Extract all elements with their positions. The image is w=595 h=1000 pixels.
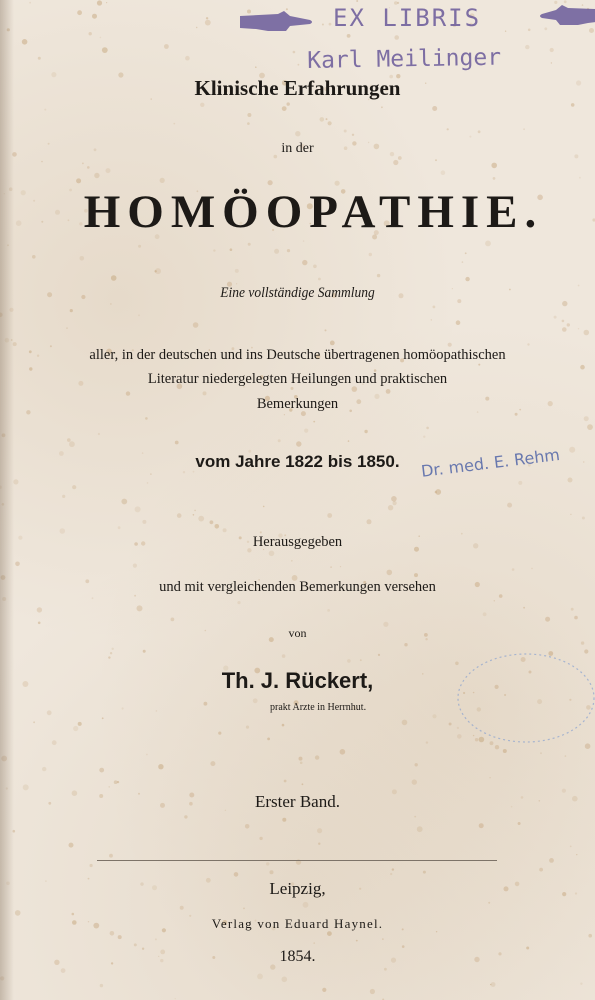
foxing-spot: [282, 818, 286, 822]
foxing-spot: [72, 913, 75, 916]
foxing-spot: [302, 783, 304, 785]
foxing-spot: [210, 520, 214, 524]
foxing-spot: [587, 424, 593, 430]
foxing-spot: [322, 24, 324, 26]
foxing-spot: [184, 815, 187, 818]
foxing-spot: [478, 130, 481, 133]
foxing-spot: [90, 864, 93, 867]
foxing-spot: [465, 277, 469, 281]
foxing-spot: [32, 255, 36, 259]
foxing-spot: [52, 740, 57, 745]
foxing-spot: [493, 177, 496, 180]
foxing-spot: [562, 327, 567, 332]
foxing-spot: [382, 938, 384, 940]
foxing-spot: [313, 942, 315, 944]
foxing-spot: [447, 128, 449, 130]
year-range: vom Jahre 1822 bis 1850.: [195, 452, 400, 471]
oval-stamp-impression: [446, 650, 595, 746]
foxing-spot: [291, 560, 293, 562]
foxing-spot: [155, 268, 161, 274]
foxing-spot: [215, 524, 220, 529]
foxing-spot: [562, 320, 565, 323]
foxing-spot: [284, 414, 285, 415]
foxing-spot: [73, 726, 78, 731]
description-line-3: Bemerkungen: [256, 396, 339, 412]
foxing-spot: [109, 854, 113, 858]
foxing-spot: [571, 103, 575, 107]
foxing-spot: [80, 256, 85, 261]
foxing-spot: [160, 178, 165, 183]
foxing-spot: [62, 495, 65, 498]
foxing-spot: [582, 517, 585, 520]
author-affiliation: prakt Arzte in Herrnhut.: [270, 702, 367, 713]
foxing-spot: [106, 2, 107, 3]
foxing-spot: [193, 322, 199, 328]
foxing-spot: [205, 20, 211, 26]
foxing-spot: [42, 767, 46, 771]
foxing-spot: [340, 566, 341, 567]
foxing-spot: [146, 754, 148, 756]
foxing-spot: [356, 0, 358, 2]
foxing-spot: [491, 163, 497, 169]
foxing-spot: [114, 780, 118, 784]
foxing-spot: [570, 846, 572, 848]
foxing-spot: [110, 652, 112, 654]
foxing-spot: [485, 241, 491, 247]
foxing-spot: [417, 826, 423, 832]
foxing-spot: [565, 755, 567, 757]
foxing-spot: [441, 170, 446, 175]
foxing-spot: [282, 977, 288, 983]
foxing-spot: [15, 562, 20, 567]
foxing-spot: [303, 902, 309, 908]
foxing-spot: [528, 29, 531, 32]
foxing-spot: [392, 868, 394, 870]
foxing-spot: [133, 564, 137, 568]
foxing-spot: [313, 421, 315, 423]
foxing-spot: [512, 568, 515, 571]
foxing-spot: [580, 983, 582, 985]
foxing-spot: [22, 39, 28, 45]
foxing-spot: [329, 23, 332, 26]
foxing-spot: [98, 433, 100, 435]
foxing-spot: [303, 240, 304, 241]
foxing-spot: [138, 245, 141, 248]
foxing-spot: [287, 249, 290, 252]
foxing-spot: [72, 485, 76, 489]
foxing-spot: [433, 306, 436, 309]
foxing-spot: [551, 62, 552, 63]
foxing-spot: [340, 749, 346, 755]
foxing-spot: [315, 755, 319, 759]
foxing-spot: [147, 482, 149, 484]
foxing-spot: [247, 113, 251, 117]
foxing-spot: [102, 47, 108, 53]
foxing-spot: [150, 473, 152, 475]
foxing-spot: [412, 779, 417, 784]
foxing-spot: [584, 330, 590, 336]
foxing-spot: [180, 906, 184, 910]
foxing-spot: [431, 319, 432, 320]
foxing-spot: [185, 56, 190, 61]
foxing-spot: [295, 131, 300, 136]
imprint-divider: [97, 860, 497, 861]
foxing-spot: [158, 764, 163, 769]
foxing-spot: [13, 479, 18, 484]
foxing-spot: [100, 984, 103, 987]
imprint-place: Leipzig,: [269, 879, 326, 898]
foxing-spot: [218, 732, 221, 735]
foxing-spot: [67, 438, 71, 442]
foxing-spot: [515, 413, 518, 416]
foxing-spot: [164, 44, 169, 49]
foxing-spot: [138, 314, 140, 316]
foxing-spot: [109, 786, 110, 787]
foxing-spot: [327, 513, 332, 518]
foxing-spot: [525, 45, 529, 49]
foxing-spot: [282, 106, 287, 111]
foxing-spot: [531, 568, 533, 570]
foxing-spot: [488, 902, 490, 904]
foxing-spot: [69, 441, 75, 447]
foxing-spot: [327, 609, 330, 612]
foxing-spot: [348, 440, 350, 442]
foxing-spot: [245, 824, 250, 829]
pointing-hand-left-icon: [538, 3, 595, 31]
foxing-spot: [282, 654, 286, 658]
foxing-spot: [523, 128, 525, 130]
title-line-1: Klinische Erfahrungen: [194, 76, 401, 100]
foxing-spot: [377, 274, 380, 277]
foxing-spot: [462, 261, 464, 263]
foxing-spot: [204, 702, 208, 706]
foxing-spot: [193, 514, 195, 516]
foxing-spot: [234, 872, 239, 877]
foxing-spot: [206, 17, 208, 19]
foxing-spot: [369, 253, 372, 256]
foxing-spot: [287, 102, 290, 105]
foxing-spot: [465, 252, 467, 254]
foxing-spot: [580, 365, 585, 370]
title-line-2: in der: [281, 141, 314, 156]
foxing-spot: [38, 622, 41, 625]
foxing-spot: [247, 122, 250, 125]
foxing-spot: [230, 248, 233, 251]
description-line-2: Literatur niedergelegten Heilungen und praktischen: [147, 371, 448, 387]
foxing-spot: [70, 309, 73, 312]
foxing-spot: [435, 159, 437, 161]
foxing-spot: [415, 763, 418, 766]
by-label: von: [288, 626, 307, 640]
foxing-spot: [426, 427, 429, 430]
foxing-spot: [69, 843, 74, 848]
foxing-spot: [423, 436, 425, 438]
foxing-spot: [364, 430, 367, 433]
foxing-spot: [23, 784, 29, 790]
subtitle: Eine vollständige Sammlung: [220, 285, 375, 301]
foxing-spot: [269, 551, 275, 557]
foxing-spot: [282, 724, 285, 727]
foxing-spot: [549, 858, 554, 863]
foxing-spot: [352, 134, 354, 136]
foxing-spot: [112, 648, 114, 650]
foxing-spot: [567, 323, 570, 326]
foxing-spot: [29, 2, 31, 4]
foxing-spot: [118, 526, 121, 529]
foxing-spot: [196, 27, 197, 28]
foxing-spot: [296, 441, 301, 446]
foxing-spot: [110, 303, 111, 304]
foxing-spot: [432, 714, 436, 718]
foxing-spot: [37, 607, 42, 612]
foxing-spot: [194, 510, 196, 512]
foxing-spot: [266, 862, 269, 865]
foxing-spot: [246, 726, 249, 729]
foxing-spot: [360, 659, 362, 661]
foxing-spot: [381, 106, 383, 108]
main-title: HOMÖOPATHIE.: [83, 186, 544, 238]
foxing-spot: [325, 329, 327, 331]
foxing-spot: [15, 910, 21, 916]
foxing-spot: [118, 935, 122, 939]
foxing-spot: [523, 607, 525, 609]
editor-line-1: Herausgegeben: [252, 534, 343, 550]
foxing-spot: [298, 64, 300, 66]
foxing-spot: [518, 822, 521, 825]
ex-libris-stamp: EX LIBRIS: [333, 4, 482, 32]
foxing-spot: [33, 721, 35, 723]
foxing-spot: [571, 608, 574, 611]
foxing-spot: [237, 601, 240, 604]
foxing-spot: [432, 106, 437, 111]
foxing-spot: [302, 260, 307, 265]
foxing-spot: [576, 854, 577, 855]
foxing-spot: [274, 249, 279, 254]
foxing-spot: [255, 66, 257, 68]
foxing-spot: [293, 51, 296, 54]
foxing-spot: [267, 738, 270, 741]
foxing-spot: [248, 243, 251, 246]
foxing-spot: [489, 777, 490, 778]
foxing-spot: [574, 616, 578, 620]
foxing-spot: [175, 998, 176, 999]
foxing-spot: [578, 328, 579, 329]
foxing-spot: [106, 168, 111, 173]
foxing-spot: [259, 837, 262, 840]
foxing-spot: [328, 121, 332, 125]
foxing-spot: [243, 908, 245, 910]
foxing-spot: [518, 481, 522, 485]
foxing-spot: [479, 823, 484, 828]
foxing-spot: [347, 34, 351, 38]
foxing-spot: [82, 163, 84, 165]
foxing-spot: [134, 943, 137, 946]
foxing-spot: [384, 968, 387, 971]
foxing-spot: [203, 391, 207, 395]
foxing-spot: [326, 118, 328, 120]
foxing-spot: [76, 178, 81, 183]
foxing-spot: [588, 934, 592, 938]
foxing-spot: [505, 31, 506, 32]
imprint-year: 1854.: [279, 948, 316, 965]
foxing-spot: [177, 513, 182, 518]
foxing-spot: [483, 612, 487, 616]
foxing-spot: [527, 343, 529, 345]
foxing-spot: [278, 439, 281, 442]
foxing-spot: [270, 870, 274, 874]
foxing-spot: [142, 520, 146, 524]
foxing-spot: [317, 828, 322, 833]
foxing-spot: [66, 327, 68, 329]
foxing-spot: [344, 130, 347, 133]
pointing-hand-right-icon: [238, 9, 314, 35]
editor-line-2: und mit vergleichenden Bemerkungen versehen: [159, 579, 436, 595]
foxing-spot: [210, 761, 215, 766]
foxing-spot: [284, 780, 287, 783]
foxing-spot: [89, 32, 92, 35]
foxing-spot: [111, 275, 117, 281]
foxing-spot: [426, 741, 428, 743]
foxing-spot: [490, 984, 491, 985]
foxing-spot: [568, 478, 573, 483]
foxing-spot: [386, 389, 391, 394]
foxing-spot: [61, 968, 66, 973]
description-line-1: aller, in der deutschen und ins Deutsche übertragenen homöopathischen: [89, 347, 506, 363]
foxing-spot: [94, 173, 99, 178]
foxing-spot: [304, 429, 308, 433]
foxing-spot: [404, 643, 407, 646]
foxing-spot: [122, 707, 124, 709]
foxing-spot: [145, 417, 148, 420]
foxing-spot: [313, 265, 317, 269]
foxing-spot: [414, 573, 418, 577]
foxing-spot: [263, 506, 265, 508]
foxing-spot: [539, 868, 543, 872]
foxing-spot: [200, 103, 204, 107]
foxing-spot: [253, 698, 258, 703]
volume-label: Erster Band.: [255, 792, 340, 811]
foxing-spot: [347, 659, 351, 663]
foxing-spot: [570, 514, 571, 515]
foxing-spot: [578, 285, 580, 287]
foxing-spot: [393, 501, 397, 505]
foxing-spot: [135, 506, 141, 512]
foxing-spot: [494, 600, 495, 601]
doctor-stamp: Dr. med. E. Rehm: [420, 444, 561, 481]
foxing-spot: [223, 528, 227, 532]
foxing-spot: [356, 940, 358, 942]
foxing-spot: [235, 269, 239, 273]
foxing-spot: [330, 566, 332, 568]
foxing-spot: [456, 320, 461, 325]
foxing-spot: [121, 499, 127, 505]
foxing-spot: [78, 722, 82, 726]
foxing-spot: [469, 136, 471, 138]
foxing-spot: [491, 982, 496, 987]
foxing-spot: [320, 117, 325, 122]
foxing-spot: [394, 35, 399, 40]
foxing-spot: [584, 416, 589, 421]
foxing-spot: [47, 710, 52, 715]
foxing-spot: [87, 166, 90, 169]
foxing-spot: [99, 768, 104, 773]
foxing-spot: [402, 720, 408, 726]
foxing-spot: [97, 0, 102, 5]
foxing-spot: [414, 816, 416, 818]
foxing-spot: [435, 489, 441, 495]
foxing-spot: [213, 249, 215, 251]
foxing-spot: [299, 757, 303, 761]
foxing-spot: [423, 871, 426, 874]
foxing-spot: [322, 988, 326, 992]
foxing-spot: [41, 161, 43, 163]
foxing-spot: [100, 37, 102, 39]
foxing-spot: [370, 989, 375, 994]
foxing-spot: [60, 528, 66, 534]
foxing-spot: [156, 710, 158, 712]
foxing-spot: [318, 843, 320, 845]
owner-stamp: Karl Meilinger: [307, 44, 502, 74]
foxing-spot: [540, 752, 542, 754]
foxing-spot: [391, 496, 397, 502]
foxing-spot: [393, 160, 398, 165]
foxing-spot: [545, 617, 550, 622]
imprint-publisher: Verlag von Eduard Haynel.: [211, 916, 384, 931]
foxing-spot: [44, 109, 46, 111]
foxing-spot: [38, 57, 41, 60]
foxing-spot: [387, 570, 393, 576]
author-name: Th. J. Rückert,: [221, 668, 374, 693]
foxing-spot: [503, 749, 507, 753]
foxing-spot: [318, 278, 321, 281]
foxing-spot: [198, 516, 204, 522]
foxing-spot: [173, 123, 175, 125]
foxing-spot: [390, 873, 392, 875]
foxing-spot: [143, 650, 146, 653]
foxing-spot: [108, 656, 110, 658]
foxing-spot: [550, 48, 554, 52]
foxing-spot: [171, 618, 175, 622]
foxing-spot: [554, 316, 557, 319]
foxing-spot: [92, 597, 94, 599]
foxing-spot: [388, 505, 393, 510]
foxing-spot: [175, 441, 179, 445]
foxing-spot: [367, 519, 372, 524]
foxing-spot: [378, 654, 380, 656]
foxing-spot: [257, 974, 263, 980]
foxing-spot: [330, 341, 335, 346]
foxing-spot: [155, 938, 157, 940]
foxing-spot: [137, 605, 143, 611]
foxing-spot: [579, 177, 581, 179]
foxing-spot: [300, 762, 303, 765]
foxing-spot: [581, 641, 584, 644]
foxing-spot: [507, 503, 512, 508]
foxing-spot: [92, 14, 97, 19]
foxing-spot: [77, 10, 82, 15]
foxing-spot: [102, 717, 104, 719]
